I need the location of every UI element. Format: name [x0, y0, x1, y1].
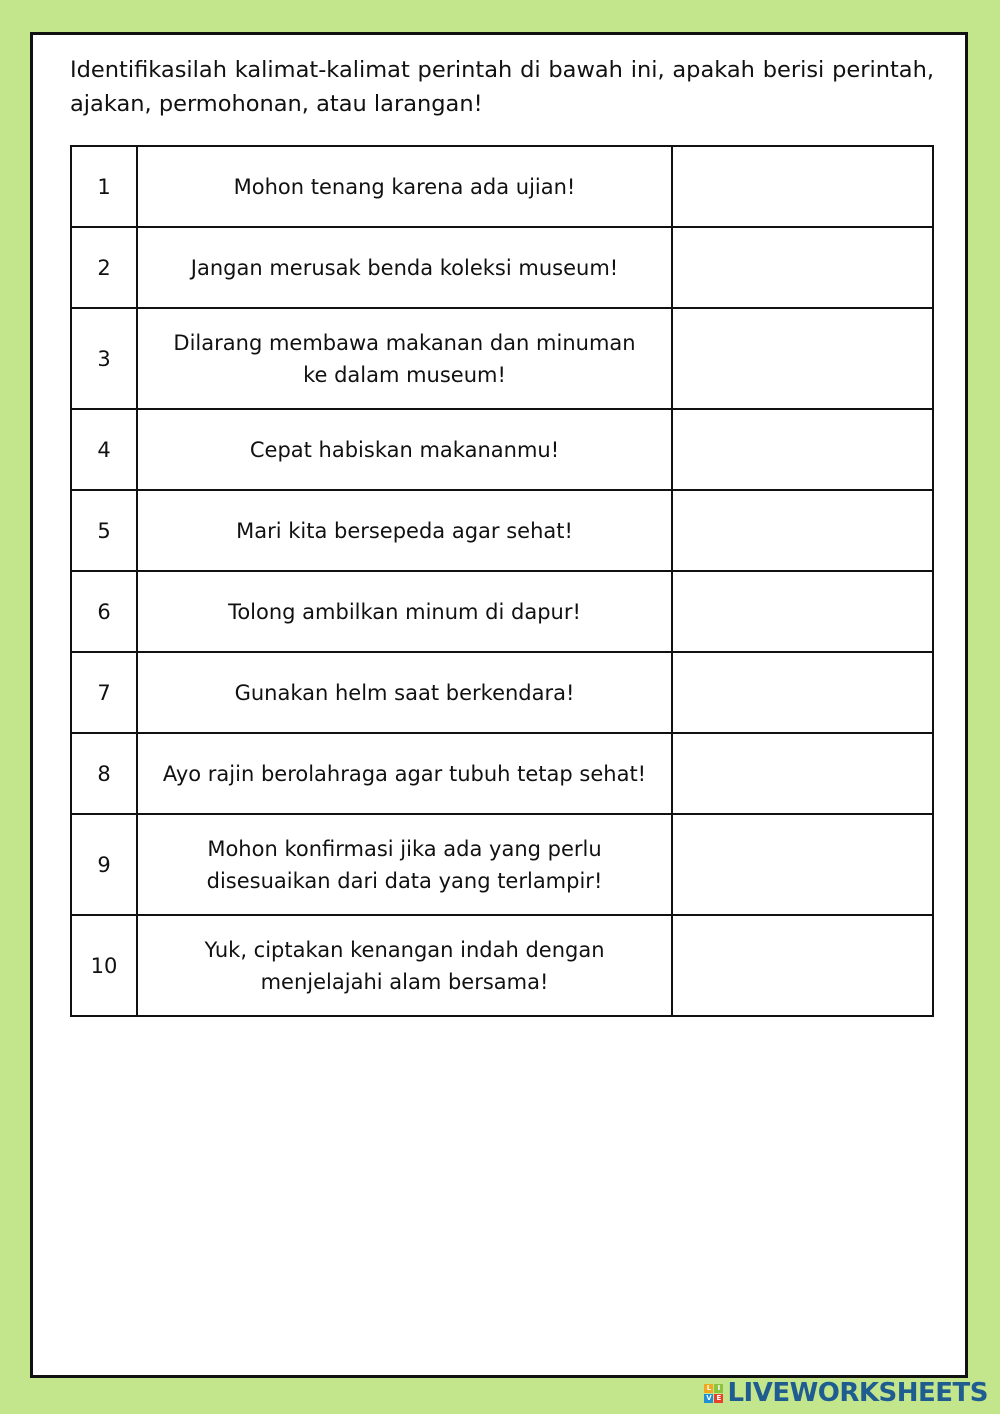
- command-sentence: [137, 733, 672, 814]
- row-number: 9: [71, 814, 137, 915]
- table-row: [71, 490, 933, 571]
- table-row: [71, 915, 933, 1016]
- row-number: 7: [71, 652, 137, 733]
- sentence-line: disesuaikan dari data yang terlampir!: [206, 868, 603, 893]
- sentence-line: ke dalam museum!: [303, 362, 506, 387]
- command-sentence: [137, 490, 672, 571]
- sentence-line: menjelajahi alam bersama!: [260, 969, 549, 994]
- table-row: [71, 814, 933, 915]
- table-row: [71, 409, 933, 490]
- table-row: [71, 227, 933, 308]
- sentence-line: Mari kita bersepeda agar sehat!: [236, 518, 573, 543]
- command-sentence-table: [70, 145, 934, 1017]
- row-number: 3: [71, 308, 137, 409]
- answer-field[interactable]: [672, 571, 933, 652]
- liveworksheets-brand: [704, 1378, 988, 1408]
- instruction-text: Identifikasilah kalimat-kalimat perintah di bawah ini, apakah berisi perintah, ajakan, permohonan, atau larangan!: [70, 57, 934, 117]
- logo-letter: I: [714, 1384, 723, 1393]
- sentence-line: Jangan merusak benda koleksi museum!: [190, 255, 619, 280]
- liveworksheets-logo-icon: [704, 1384, 723, 1403]
- answer-field[interactable]: [672, 733, 933, 814]
- answer-field[interactable]: [672, 308, 933, 409]
- answer-field[interactable]: [672, 814, 933, 915]
- answer-field[interactable]: [672, 227, 933, 308]
- row-number: 1: [71, 146, 137, 227]
- answer-field[interactable]: [672, 652, 933, 733]
- command-sentence: [137, 227, 672, 308]
- command-sentence: [137, 409, 672, 490]
- command-sentence: [137, 915, 672, 1016]
- row-number: 4: [71, 409, 137, 490]
- sentence-line: Mohon tenang karena ada ujian!: [233, 174, 576, 199]
- row-number: 2: [71, 227, 137, 308]
- command-sentence: [137, 652, 672, 733]
- command-sentence: [137, 308, 672, 409]
- worksheet-page: [30, 32, 968, 1378]
- row-number: 6: [71, 571, 137, 652]
- row-number: 5: [71, 490, 137, 571]
- sentence-line: Ayo rajin berolahraga agar tubuh tetap sehat!: [162, 761, 647, 786]
- command-sentence: [137, 571, 672, 652]
- row-number: 8: [71, 733, 137, 814]
- table-row: [71, 652, 933, 733]
- command-sentence: [137, 814, 672, 915]
- sentence-line: Mohon konfirmasi jika ada yang perlu: [207, 836, 602, 861]
- logo-letter: E: [714, 1394, 723, 1403]
- table-row: [71, 733, 933, 814]
- table-row: [71, 146, 933, 227]
- logo-letter: L: [704, 1384, 713, 1393]
- command-sentence: [137, 146, 672, 227]
- sentence-line: Dilarang membawa makanan dan minuman: [173, 330, 636, 355]
- sentence-line: Gunakan helm saat berkendara!: [234, 680, 575, 705]
- table-row: [71, 571, 933, 652]
- sentence-line: Cepat habiskan makananmu!: [249, 437, 560, 462]
- row-number: 10: [71, 915, 137, 1016]
- answer-field[interactable]: [672, 915, 933, 1016]
- answer-field[interactable]: [672, 409, 933, 490]
- logo-letter: V: [706, 1393, 712, 1402]
- sentence-line: Tolong ambilkan minum di dapur!: [228, 599, 581, 624]
- table-row: [71, 308, 933, 409]
- sentence-line: Yuk, ciptakan kenangan indah dengan: [204, 937, 605, 962]
- answer-field[interactable]: [672, 146, 933, 227]
- answer-field[interactable]: [672, 490, 933, 571]
- brand-name: LIVEWORKSHEETS: [727, 1378, 988, 1408]
